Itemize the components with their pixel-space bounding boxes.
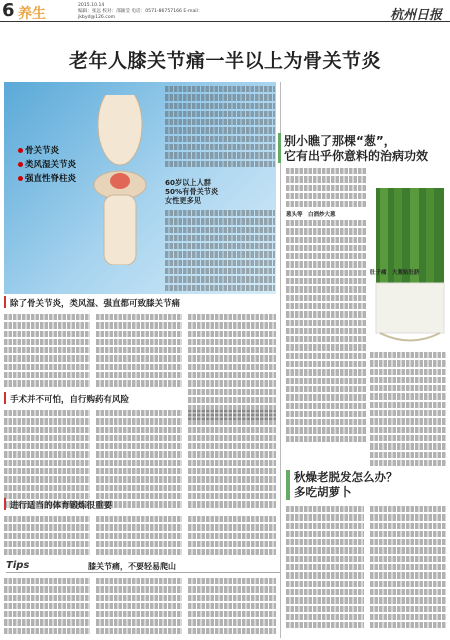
right-subhead-2: 肚子痛 大葱贴肚脐 (370, 270, 420, 276)
tag-ankylosing-spondylitis: 强直性脊柱炎 (18, 172, 76, 184)
tips-title: 膝关节痛，不要轻易爬山 (88, 562, 176, 571)
right-second-col-1 (286, 506, 364, 630)
masthead-date: 2015.10.14 (78, 3, 105, 8)
tips-divider (6, 572, 280, 573)
right-title-line-2: 它有出乎你意料的治病功效 (284, 149, 429, 163)
right-second-title-line-1: 秋燥老脱发怎么办？ (294, 470, 398, 484)
tips-col-2 (96, 578, 182, 636)
right-second-title-marker (286, 470, 290, 500)
right-second-col-2 (370, 506, 446, 630)
right-title-line-1: 别小瞧了那棵“葱”， (284, 134, 396, 148)
tips-col-1 (4, 578, 90, 636)
section-3-col-1 (4, 516, 90, 557)
right-second-title-line-2: 多吃胡萝卜 (294, 485, 352, 499)
right-subhead-1: 葱头等 白酒炒大葱 (286, 212, 336, 218)
paper-name: 杭州日报 (389, 8, 442, 23)
tag-dot-icon (18, 148, 23, 153)
right-title-marker (278, 133, 281, 163)
right-body-1 (286, 168, 366, 209)
section-heading-3: 进行适当的体育锻炼很重要 (10, 501, 113, 511)
right-article-title (284, 134, 450, 164)
tips-col-3 (188, 578, 276, 636)
tag-dot-icon (18, 162, 23, 167)
main-headline: 老年人膝关节痛一半以上为骨关节炎 (68, 50, 381, 72)
section-1-col-1 (4, 314, 90, 389)
column-divider (280, 82, 281, 638)
section-3-col-3 (188, 516, 276, 557)
tag-osteoarthritis: 骨关节炎 (18, 144, 59, 156)
right-second-title (294, 470, 450, 500)
section-3-col-2 (96, 516, 182, 557)
callout-body-text (165, 210, 275, 293)
masthead-meta (78, 3, 228, 21)
right-body-3 (370, 352, 446, 468)
page-number: 6 (2, 0, 15, 21)
knee-skeleton-illustration (60, 95, 180, 265)
section-1-col-3 (188, 314, 276, 422)
callout-line-2: 50%有骨关节炎 (165, 187, 219, 196)
section-1-col-2 (96, 314, 182, 389)
callout-line-3: 女性更多见 (165, 196, 201, 205)
intro-text-block (165, 86, 275, 169)
right-body-2 (286, 220, 366, 444)
callout-line-1: 60岁以上人群 (165, 178, 211, 187)
section-2-col-3 (188, 410, 276, 510)
section-marker-2 (4, 392, 6, 404)
tag-rheumatoid-arthritis: 类风湿关节炎 (18, 158, 76, 170)
masthead-editors: 编辑：张远 校对：邵颖莹 电话：0571-86757166 E-mail：jkbyd@126.com (78, 9, 203, 20)
section-marker-1 (4, 296, 6, 308)
section-heading-1: 除了骨关节炎，类风湿、强直都可致膝关节痛 (10, 299, 181, 309)
section-name: 养生 (18, 6, 46, 22)
section-2-col-1 (4, 410, 90, 510)
section-heading-2: 手术并不可怕，自行购药有风险 (10, 395, 130, 405)
stat-callout (165, 178, 275, 205)
section-2-col-2 (96, 410, 182, 510)
section-marker-3 (4, 498, 6, 510)
tips-label: Tips (6, 560, 30, 571)
tag-dot-icon (18, 176, 23, 181)
